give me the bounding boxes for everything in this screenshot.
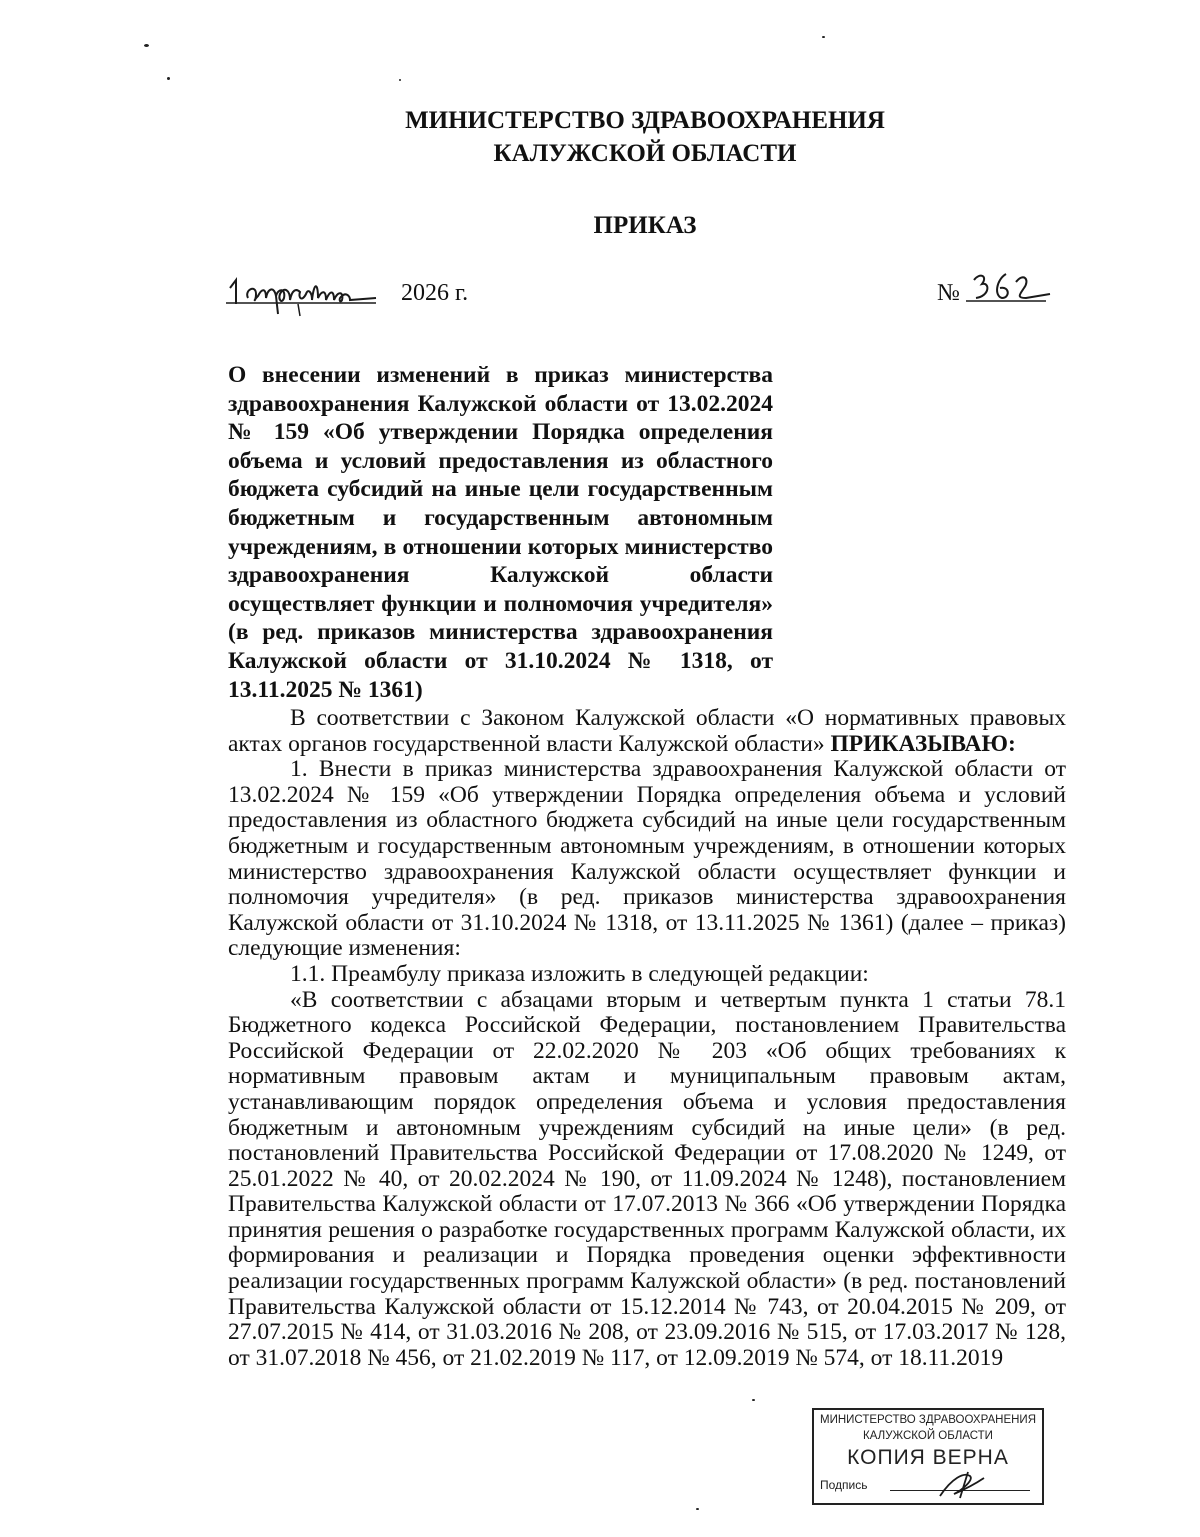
- scan-speck: [144, 44, 149, 47]
- scan-speck: [167, 77, 170, 80]
- item-1-1: 1.1. Преамбулу приказа изложить в следующей редакции:: [290, 960, 869, 987]
- intro-text: В соответствии с Законом Калужской области «О нормативных правовых актах органов государственной власти Калужской области»: [228, 705, 1066, 757]
- date-number-row: [226, 268, 1056, 318]
- scan-speck: [822, 36, 825, 38]
- date-year: 2026 г.: [401, 280, 469, 306]
- number-label: №: [937, 280, 960, 306]
- scan-speck: [696, 1508, 699, 1510]
- item-1: 1. Внести в приказ министерства здравоохранения Калужской области от 13.02.2024 № 159 «Об утверждении Порядка определения объема и условий предоставления из областного бюджета субсидий на иные цели государственным бюджетным и государственным автономным учреждениям, в отношении которых министерство здравоохранения Калужской области осуществляет функции и полномочия учредителя» (в ред. приказов министерства здравоохранения Калужской области от 31.10.2024 № 1318, от 13.11.2025 № 1361) (далее – приказ) следующие изменения:: [228, 756, 1066, 962]
- order-directive: ПРИКАЗЫВАЮ:: [830, 730, 1016, 757]
- stamp-copy-true: КОПИЯ ВЕРНА: [847, 1446, 1009, 1469]
- subject-text: О внесении изменений в приказ министерства здравоохранения Калужской области от 13.02.2024 № 159 «Об утверждении Порядка определения объема и условий предоставления из областного бюджета субсидий на иные цели государственным бюджетным и государственным автономным учреждениям, в отношении которых министерство здравоохранения Калужской области осуществляет функции и полномочия учредителя» (в ред. приказов министерства здравоохранения Калужской области от 31.10.2024 № 1318, от 13.11.2025 № 1361): [228, 362, 773, 703]
- certified-copy-stamp: [812, 1408, 1044, 1505]
- stamp-region: КАЛУЖСКОЙ ОБЛАСТИ: [863, 1430, 993, 1442]
- ministry-header: [300, 104, 990, 170]
- scan-speck: [399, 79, 401, 81]
- order-subject: [228, 361, 773, 704]
- intro-paragraph: [228, 706, 1066, 757]
- stamp-signature-label: Подпись: [820, 1478, 868, 1492]
- region-name: КАЛУЖСКОЙ ОБЛАСТИ: [493, 140, 797, 167]
- stamp-ministry: МИНИСТЕРСТВО ЗДРАВООХРАНЕНИЯ: [819, 1414, 1036, 1426]
- preamble-quote: «В соответствии с абзацами вторым и четвертым пункта 1 статьи 78.1 Бюджетного кодекса Российской Федерации, постановлением Правительства Российской Федерации от 22.02.2020 № 203 «Об общих требованиях к нормативным правовым актам и муниципальным правовым актам, устанавливающим порядок определения объема и условия предоставления бюджетным и автономным учреждениям субсидий на иные цели» (в ред. постановлений Правительства Российской Федерации от 17.08.2020 № 1249, от 25.01.2022 № 40, от 20.02.2024 № 190, от 11.09.2024 № 1248), постановлением Правительства Калужской области от 17.07.2013 № 366 «Об утверждении Порядка принятия решения о разработке государственных программ Калужской области, их формирования и реализации и Порядка проведения оценки эффективности реализации государственных программ Калужской области» (в ред. постановлений Правительства Калужской области от 15.12.2014 № 743, от 20.04.2015 № 209, от 27.07.2015 № 414, от 31.03.2016 № 208, от 23.09.2016 № 515, от 17.03.2017 № 128, от 31.07.2018 № 456, от 21.02.2019 № 117, от 12.09.2019 № 574, от 18.11.2019: [228, 986, 1066, 1371]
- order-body: [228, 706, 1066, 1371]
- ministry-name: МИНИСТЕРСТВО ЗДРАВООХРАНЕНИЯ: [405, 107, 885, 134]
- handwritten-number: [966, 268, 1056, 315]
- scan-speck: [752, 1399, 755, 1401]
- signature-mark: [934, 1468, 994, 1502]
- handwritten-date: [226, 268, 396, 325]
- document-type: ПРИКАЗ: [593, 212, 697, 239]
